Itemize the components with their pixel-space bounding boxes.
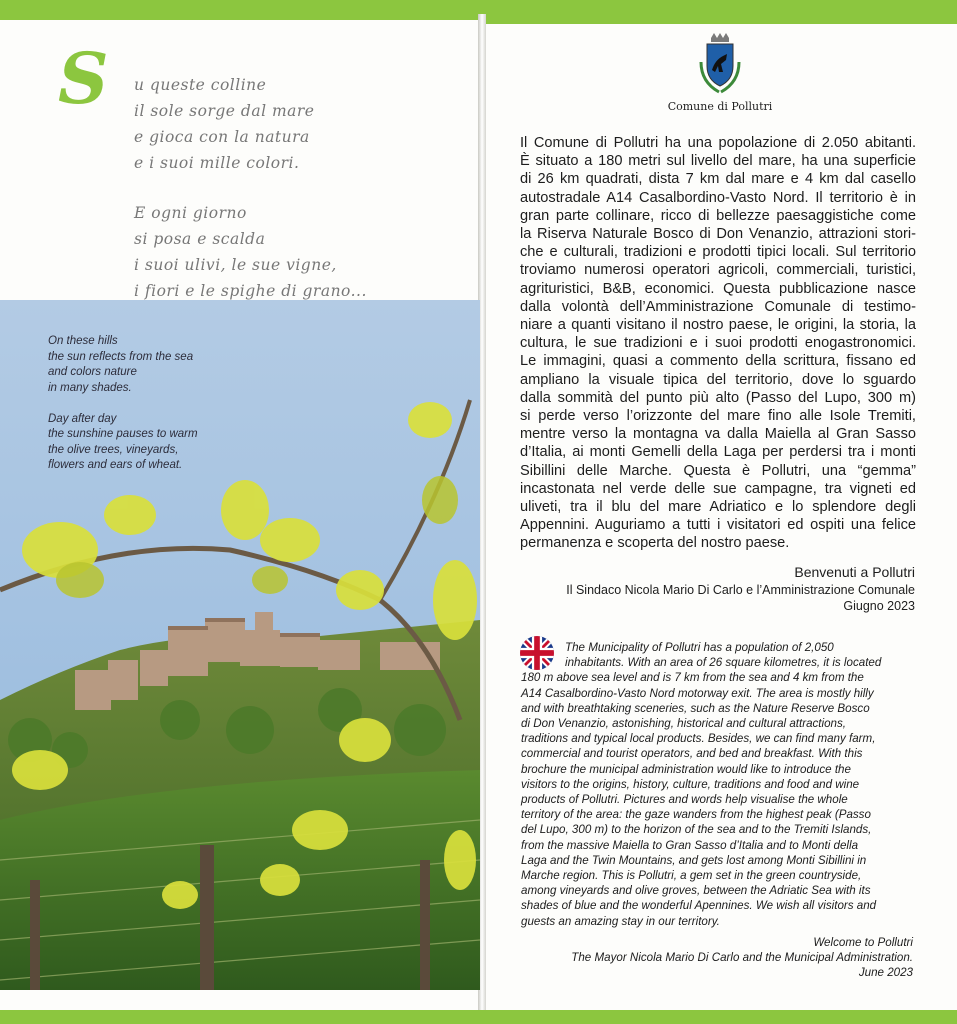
text-line: ampliano la visuale tipica del territorio, dove lo sguardo — [520, 371, 916, 388]
text-line: cultura, le sue tradizioni e i suoi prodotti enogastronomici. — [520, 335, 916, 352]
text-line: permanenza e scoperta del nostro paese. — [520, 535, 790, 552]
text-line: È situato a 180 metri sul livello del mare, ha una superficie — [520, 153, 916, 170]
poem-line: i fiori e le spighe di grano... — [134, 282, 367, 300]
text-line: del Lupo, 300 m) to the horizon of the sea and to the Tremiti Islands, — [521, 823, 872, 837]
text-line: dalla sommità del punto più alto (Passo del Lupo, 300 m) — [520, 389, 916, 406]
text-line: traditions and typical local products. Besides, we can find many farm, — [521, 732, 876, 746]
text-line: products of Pollutri. Pictures and words help visualise the whole — [521, 793, 848, 807]
text-line: che e culturali, tradizioni e prodotti tipici locali. Sul territorio — [520, 244, 916, 261]
poem-line: Day after day — [48, 412, 117, 425]
drop-cap: S — [58, 37, 109, 120]
english-date: June 2023 — [858, 966, 913, 980]
italian-date: Giugno 2023 — [843, 599, 915, 613]
english-text — [521, 640, 917, 929]
text-line: Marche region. This is Pollutri, a gem set in the green countryside, — [521, 869, 862, 883]
text-line: visitors to the origins, history, culture, traditions and food and wine — [521, 777, 860, 791]
text-line: shades of blue and the wonderful Apennines. We wish all visitors and — [521, 899, 877, 913]
text-line: guests an amazing stay in our territory. — [521, 914, 720, 928]
poem-line: On these hills — [48, 335, 118, 347]
text-line: di Don Venanzio, astonishing, historical and cultural attractions, — [521, 717, 847, 731]
italian-welcome: Benvenuti a Pollutri — [794, 564, 915, 580]
text-line: The Municipality of Pollutri has a population of 2,050 — [565, 641, 834, 654]
text-line: from the massive Maiella to Gran Sasso d’Italia and to Monti della — [521, 838, 859, 852]
text-line: la Riserva Naturale Bosco di Don Venanzio, attrazioni stori- — [520, 226, 916, 243]
text-line: gran parte collinare, ricco di bellezze paesaggistiche come — [520, 207, 916, 224]
text-line: niare a quanti visitano il nostro paese, le origini, la storia, la — [520, 317, 916, 334]
english-signature: The Mayor Nicola Mario Di Carlo and the Municipal Administration. — [571, 951, 913, 965]
text-line: inhabitants. With an area of 26 square kilometres, it is located — [565, 656, 882, 670]
text-line: Laga and the Twin Mountains, and gets lost among Monti Sibillini in — [521, 853, 867, 867]
text-line: mentre verso la montagna va dalla Maiella al Gran Sasso — [520, 426, 916, 443]
text-line: and with breathtaking sceneries, such as the Nature Reserve Bosco — [521, 701, 870, 715]
poem-line: flowers and ears of wheat. — [48, 459, 183, 471]
english-signature-block — [571, 935, 913, 981]
text-line: 180 m above sea level and is 7 km from the sea and 4 km from the — [521, 671, 864, 685]
text-line: dalla volontà dell’Amministrazione Comunale di testimo- — [520, 298, 916, 315]
poem-line: si posa e scalda — [134, 230, 266, 248]
text-line: brochure the municipal administration would like to introduce the — [521, 762, 851, 776]
poem-line: in many shades. — [48, 381, 132, 394]
text-line: di 26 km quadrati, dista 7 km dal mare e 4 km dal casello — [520, 171, 916, 188]
comune-title: Comune di Pollutri — [667, 100, 773, 113]
italian-signature: Il Sindaco Nicola Mario Di Carlo e l’Amministrazione Comunale — [566, 583, 915, 597]
text-line: agrituristici, B&B, economici. Questa pubblicazione nasce — [520, 280, 916, 297]
text-line: incastonata nel verde delle sue campagne, tra vigneti ed — [520, 480, 916, 497]
text-line: d’Italia, ai monti Gemelli della Laga per perdersi tra i monti — [520, 444, 916, 461]
bottom-green-band — [0, 1010, 957, 1024]
text-line: si perde verso l’orizzonte del mare fino alle Isole Tremiti, — [520, 408, 916, 425]
text-line: commercial and tourist operators, and bed and breakfast. With this — [521, 747, 863, 761]
text-line: A14 Casalbordino-Vasto Nord motorway exit. The area is mostly hilly — [521, 686, 874, 700]
text-line: Appennini. Auguriamo a tutti i visitatori ed ospiti una felice — [520, 517, 916, 534]
poem-line: the olive trees, vineyards, — [48, 443, 179, 456]
text-line: among vineyards and olive groves, between the Adriatic Sea with its — [521, 884, 871, 898]
english-poem — [48, 334, 198, 474]
poem-line: e i suoi mille colori. — [134, 154, 300, 172]
italian-text — [520, 134, 916, 553]
poem-line: and colors nature — [48, 366, 137, 378]
poem-line: E ogni giorno — [134, 204, 247, 222]
text-line: uliveti, tra il blu del mare Adriatico e lo splendore degli — [520, 499, 916, 516]
coat-of-arms-icon — [697, 32, 743, 96]
poem-line: e gioca con la natura — [134, 128, 310, 146]
text-line: Il Comune di Pollutri ha una popolazione di 2.050 abitanti. — [520, 135, 916, 151]
poem-line: u queste colline — [134, 76, 267, 94]
poem-line: i suoi ulivi, le sue vigne, — [134, 256, 337, 274]
text-line: autostradale A14 Casalbordino-Vasto Nord. Il territorio è in — [520, 189, 916, 206]
poem-line: il sole sorge dal mare — [134, 102, 315, 120]
english-welcome: Welcome to Pollutri — [813, 936, 913, 949]
text-line: Le immagini, quasi a commento della scrittura, fissano ed — [520, 353, 916, 370]
text-line: territory of the area: the gaze wanders from the highest peak (Passo — [521, 808, 871, 822]
poem-line: the sun reflects from the sea — [48, 350, 194, 363]
poem-line: the sunshine pauses to warm — [48, 428, 198, 440]
text-line: troviamo numerosi operatori agricoli, commerciali, turistici, — [520, 262, 916, 279]
text-line: Sibillini delle Marche. Questa è Pollutri, una “gemma” — [520, 462, 916, 479]
